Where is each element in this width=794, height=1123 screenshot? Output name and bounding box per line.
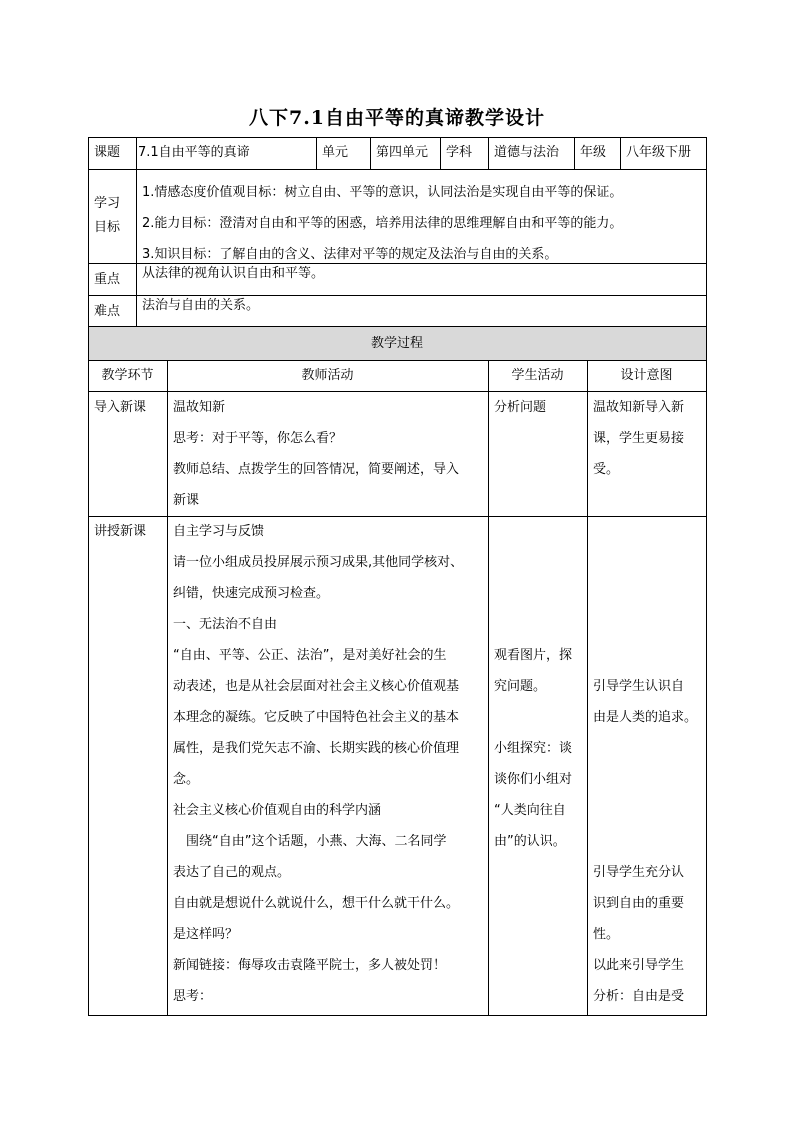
text-line: 小组探究：谈 — [494, 741, 573, 756]
unit-value: 第四单元 — [376, 145, 429, 160]
text-line: 自由就是想说什么就说什么，想干什么就干什么。 — [173, 896, 460, 911]
text-line — [593, 795, 700, 826]
difficulty-value: 法治与自由的关系。 — [142, 298, 260, 313]
design-intent-cell — [587, 392, 706, 485]
text-line: 思考：对于平等，你怎么看？ — [173, 431, 343, 446]
stage-cell — [88, 392, 167, 423]
stage-label: 讲授新课 — [94, 524, 147, 539]
grade-value: 八年级下册 — [626, 145, 692, 160]
page-title: 八下7.1自由平等的真谛教学设计 — [248, 107, 546, 129]
table-border — [88, 137, 707, 138]
process-header: 教学过程 — [370, 336, 423, 351]
text-line: “人类向往自 — [494, 803, 566, 818]
text-line: 识到自由的重要 — [593, 896, 685, 911]
text-line: 以此来引导学生 — [593, 958, 685, 973]
text-line: 一、无法治不自由 — [173, 617, 278, 632]
key-point-value: 从法律的视角认识自由和平等。 — [142, 266, 325, 281]
text-line: 动表述，也是从社会层面对社会主义核心价值观基 — [173, 679, 460, 694]
stage-label: 导入新课 — [94, 400, 147, 415]
text-line — [593, 733, 700, 764]
text-line: 请一位小组成员投屏展示预习成果,其他同学核对、 — [173, 555, 464, 570]
goals-label-line: 目标 — [94, 220, 121, 235]
goal-item: 2.能力目标：澄清对自由和平等的困惑，培养用法律的思维理解自由和平等的能力。 — [142, 216, 623, 231]
text-line: 教师总结、点拨学生的回答情况，简要阐述，导入 — [173, 462, 460, 477]
grade-label: 年级 — [580, 145, 607, 160]
goals-label — [88, 192, 136, 240]
text-line: 纠错，快速完成预习检查。 — [173, 586, 330, 601]
goals-list — [136, 177, 706, 270]
subject-value: 道德与法治 — [494, 145, 560, 160]
teacher-activity-cell — [167, 392, 488, 516]
row-divider — [88, 295, 707, 296]
column-header-teacher: 教师活动 — [301, 368, 354, 383]
text-line: 分析：自由是受 — [593, 989, 685, 1004]
text-line: 温故知新导入新 — [593, 400, 685, 415]
course-value: 7.1自由平等的真谛 — [138, 145, 250, 160]
table-border — [88, 1015, 707, 1016]
text-line: 属性，是我们党矢志不渝、长期实践的核心价值理 — [173, 741, 460, 756]
student-activity-cell — [488, 392, 587, 423]
text-line: 社会主义核心价值观自由的科学内涵 — [173, 803, 382, 818]
course-label: 课题 — [94, 145, 121, 160]
text-line — [593, 764, 700, 795]
text-line — [593, 826, 700, 857]
goal-item: 3.知识目标：了解自由的含义、法律对平等的规定及法治与自由的关系。 — [142, 247, 558, 262]
text-line: “自由、平等、公正、法治”，是对美好社会的生 — [173, 648, 447, 663]
table-border — [706, 137, 707, 1016]
difficulty-label: 难点 — [94, 304, 121, 319]
row-divider — [88, 360, 707, 361]
row-divider — [88, 326, 707, 327]
text-line: 观看图片，探 — [494, 648, 573, 663]
stage-cell — [88, 516, 167, 547]
text-line: 引导学生充分认 — [593, 865, 685, 880]
text-line: 新课 — [173, 493, 200, 508]
goals-label-line: 学习 — [94, 196, 121, 211]
text-line — [494, 702, 581, 733]
text-line: 温故知新 — [173, 400, 226, 415]
text-line: 究问题。 — [494, 679, 547, 694]
text-line: 谈你们小组对 — [494, 772, 573, 787]
text-line: 分析问题 — [494, 400, 547, 415]
text-line: 由”的认识。 — [494, 834, 566, 849]
teacher-activity-cell — [167, 516, 488, 1012]
column-header-student: 学生活动 — [511, 368, 564, 383]
text-line: 由是人类的追求。 — [593, 710, 698, 725]
text-line: 围绕“自由”这个话题，小燕、大海、二名同学 — [173, 834, 447, 849]
column-header-stage: 教学环节 — [101, 368, 154, 383]
column-header-intent: 设计意图 — [620, 368, 673, 383]
text-line: 本理念的凝练。它反映了中国特色社会主义的基本 — [173, 710, 460, 725]
subject-label: 学科 — [446, 145, 473, 160]
key-point-label: 重点 — [94, 272, 121, 287]
text-line: 受。 — [593, 462, 620, 477]
text-line: 思考： — [173, 989, 213, 1004]
table-border — [88, 137, 89, 1016]
text-line: 自主学习与反馈 — [173, 524, 265, 539]
text-line: 新闻链接：侮辱攻击袁隆平院士，多人被处罚！ — [173, 958, 447, 973]
row-divider — [88, 169, 707, 170]
text-line: 课，学生更易接 — [593, 431, 685, 446]
text-line: 是这样吗？ — [173, 927, 239, 942]
design-intent-cell — [587, 671, 706, 1012]
text-line: 性。 — [593, 927, 620, 942]
text-line: 念。 — [173, 772, 200, 787]
text-line: 表达了自己的观点。 — [173, 865, 291, 880]
unit-label: 单元 — [322, 145, 349, 160]
text-line: 引导学生认识自 — [593, 679, 685, 694]
goal-item: 1.情感态度价值观目标：树立自由、平等的意识，认同法治是实现自由平等的保证。 — [142, 185, 623, 200]
student-activity-cell — [488, 640, 587, 857]
